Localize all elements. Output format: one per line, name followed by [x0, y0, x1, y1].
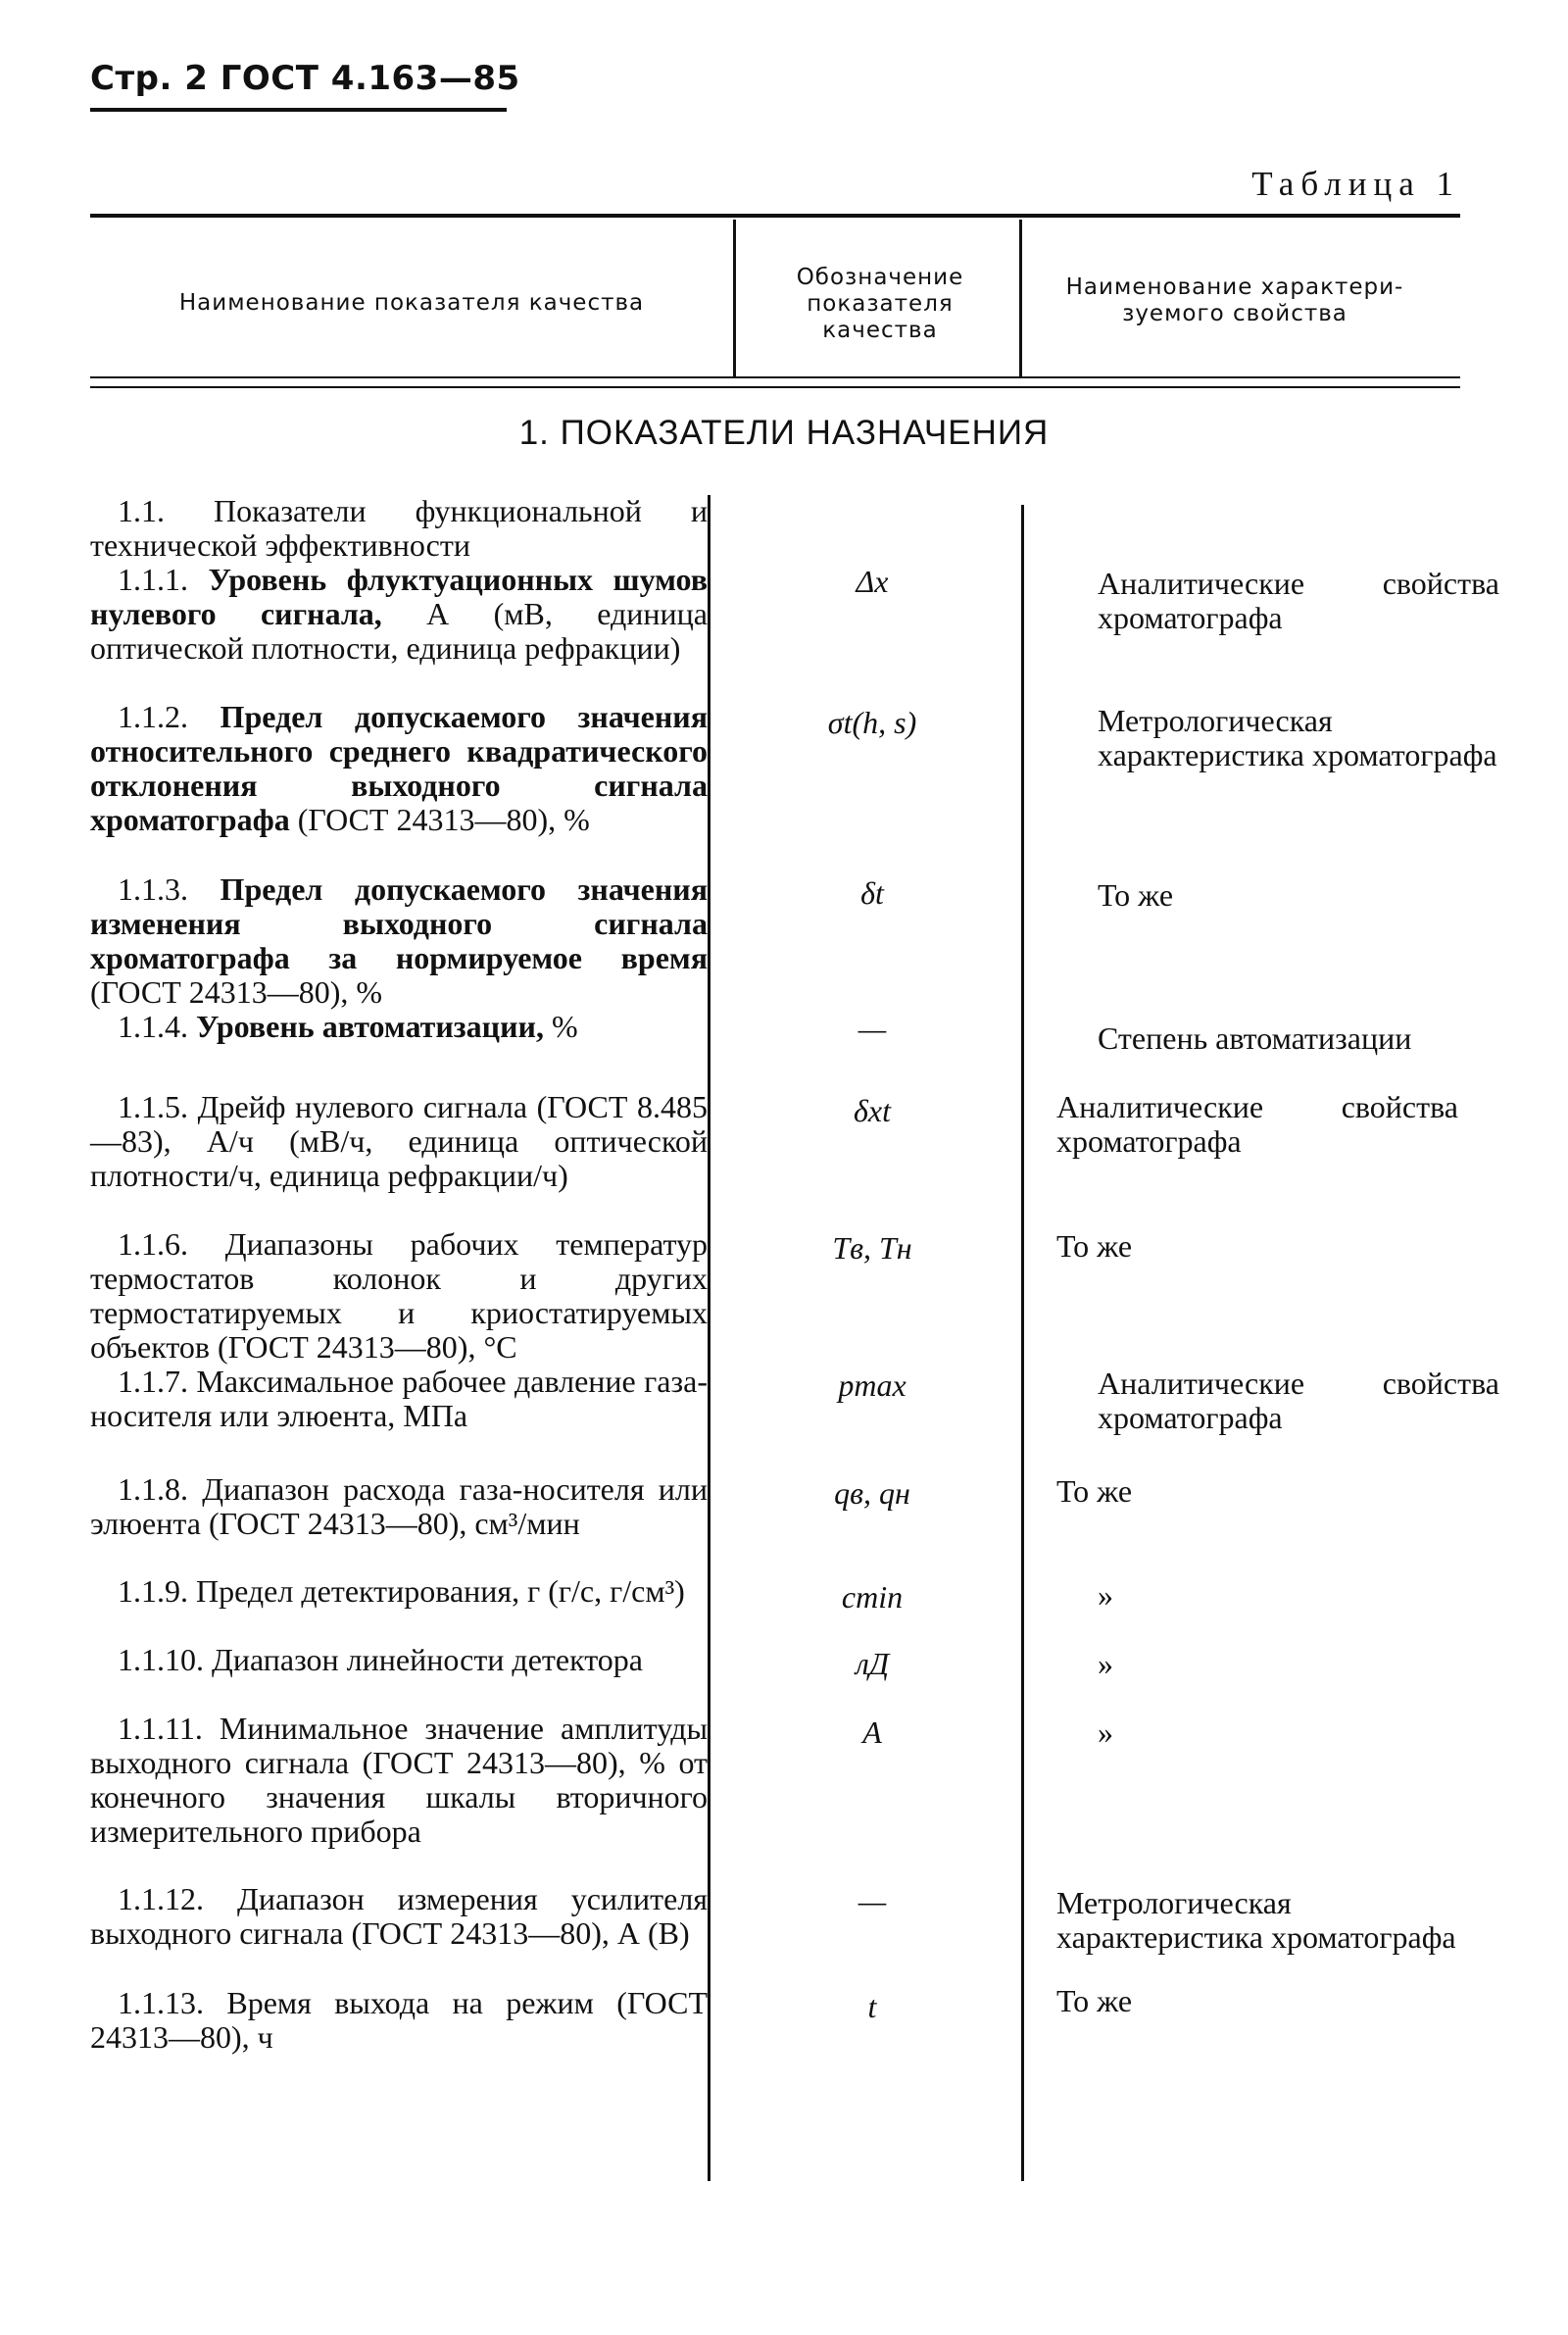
item-number: 1.1.13.	[118, 1985, 204, 2020]
designation-cell: cmin	[841, 1579, 904, 1615]
list-item	[90, 1986, 708, 2055]
group-heading-1-1: 1.1. Показатели функциональной и технической эффективности	[90, 493, 708, 563]
item-number: 1.1.8.	[118, 1471, 188, 1507]
property-cell: То же	[1056, 1228, 1133, 1264]
list-item	[90, 1643, 708, 1677]
property-cell: Аналитические свойства хроматографа	[1056, 1089, 1458, 1159]
property-cell: »	[1098, 1714, 1113, 1750]
item-number: 1.1.3.	[118, 871, 188, 907]
designation-cell: A	[862, 1714, 882, 1750]
body-separator-2	[1021, 505, 1024, 2181]
property-cell: »	[1098, 1577, 1113, 1613]
property-cell: Метрологическая характеристика хроматографа	[1056, 1885, 1456, 1955]
item-name: Минимальное значение амплитуды выходного сигнала (ГОСТ 24313—80), % от конечного значения шкалы вторичного измерительного прибора	[90, 1711, 709, 1849]
item-name-bold: Предел допускаемого значения изменения выходного сигнала хроматографа за нормируемое время	[90, 871, 709, 975]
designation-cell: δxt	[854, 1093, 891, 1128]
item-name-bold: Предел допускаемого значения относительного среднего квадратического отклонения выходного сигнала хроматографа	[90, 699, 709, 837]
list-item	[90, 1472, 708, 1541]
designation-cell: pmax	[838, 1367, 906, 1403]
item-name: Максимальное рабочее давление газа-носителя или элюента, МПа	[90, 1364, 708, 1433]
property-cell: То же	[1056, 1473, 1133, 1509]
header-separator-2	[1019, 220, 1022, 378]
item-name: Дрейф нулевого сигнала (ГОСТ 8.485—83), А/ч (мВ/ч, единица оптической плотности/ч, единица рефракции/ч)	[90, 1089, 709, 1193]
property-cell: Степень автоматизации	[1098, 1020, 1412, 1056]
item-name: Диапазон измерения усилителя выходного сигнала (ГОСТ 24313—80), А (В)	[90, 1881, 709, 1951]
item-name: Диапазоны рабочих температур термостатов колонок и других термостатируемых и криостатируемых объектов (ГОСТ 24313—80), °С	[90, 1226, 709, 1365]
item-number: 1.1.7.	[118, 1364, 188, 1399]
table-header-bottom-rule-2	[90, 386, 1460, 388]
designation-cell: —	[858, 1011, 887, 1046]
designation-cell: qв, qн	[834, 1475, 910, 1511]
designation-cell: t	[867, 1989, 877, 2024]
item-name: Диапазон расхода газа-носителя или элюента (ГОСТ 24313—80), см³/мин	[90, 1471, 709, 1541]
item-name-bold: Уровень флуктуационных шумов нулевого сигнала,	[90, 562, 708, 631]
designation-cell: δt	[860, 875, 884, 911]
list-item	[90, 1574, 708, 1609]
property-cell: Аналитические свойства хроматографа	[1098, 566, 1499, 635]
item-name: Время выхода на режим (ГОСТ 24313—80), ч	[90, 1985, 709, 2055]
table-top-rule	[90, 214, 1460, 218]
page-header: Стр. 2 ГОСТ 4.163—85	[90, 59, 520, 98]
item-name-bold: Уровень автоматизации,	[196, 1009, 544, 1044]
table-header-bottom-rule-1	[90, 376, 1460, 378]
property-cell: То же	[1098, 877, 1174, 913]
body-separator-1	[708, 495, 710, 2181]
item-number: 1.1.12.	[118, 1881, 204, 1916]
item-number: 1.1.4.	[118, 1009, 188, 1044]
table-caption: Таблица 1	[1251, 165, 1460, 203]
list-item	[90, 1712, 708, 1849]
item-name: Предел детектирования, г (г/с, г/см³)	[196, 1573, 685, 1609]
column-header-name: Наименование показателя качества	[178, 290, 645, 316]
item-number: 1.1.2.	[118, 699, 188, 734]
list-item	[90, 563, 708, 666]
item-number: 1.1.1.	[118, 562, 188, 597]
item-name: (ГОСТ 24313—80), %	[297, 802, 590, 837]
column-header-property: Наименование характери-зуемого свойства	[1065, 274, 1404, 326]
header-separator-1	[733, 220, 736, 378]
property-cell: Аналитические свойства хроматографа	[1098, 1366, 1499, 1435]
list-item	[90, 1010, 708, 1044]
designation-cell: Δx	[856, 564, 889, 599]
list-item	[90, 1882, 708, 1951]
item-number: 1.1.6.	[118, 1226, 188, 1262]
item-number: 1.1.9.	[118, 1573, 188, 1609]
item-name: Диапазон линейности детектора	[212, 1642, 643, 1677]
designation-cell: лД	[855, 1646, 890, 1681]
item-number: 1.1.11.	[118, 1711, 203, 1746]
list-item	[90, 1365, 708, 1433]
property-cell: Метрологическая характеристика хроматографа	[1098, 703, 1497, 772]
list-item	[90, 1227, 708, 1365]
header-rule	[90, 108, 507, 112]
item-number: 1.1.5.	[118, 1089, 188, 1124]
item-name: (ГОСТ 24313—80), %	[90, 974, 383, 1010]
designation-cell: Tв, Tн	[832, 1230, 912, 1266]
list-item	[90, 872, 708, 1010]
item-name: %	[551, 1009, 578, 1044]
item-number: 1.1.10.	[118, 1642, 204, 1677]
column-header-designation: Обозначение показателя качества	[796, 265, 964, 343]
property-cell: »	[1098, 1646, 1113, 1681]
list-item	[90, 700, 708, 837]
property-cell: То же	[1056, 1983, 1133, 2018]
item-name: А (мВ, единица оптической плотности, единица рефракции)	[90, 596, 708, 666]
section-title: 1. ПОКАЗАТЕЛИ НАЗНАЧЕНИЯ	[518, 414, 1050, 452]
list-item	[90, 1090, 708, 1193]
designation-cell: —	[858, 1883, 887, 1918]
designation-cell: σt(h, s)	[827, 705, 917, 740]
